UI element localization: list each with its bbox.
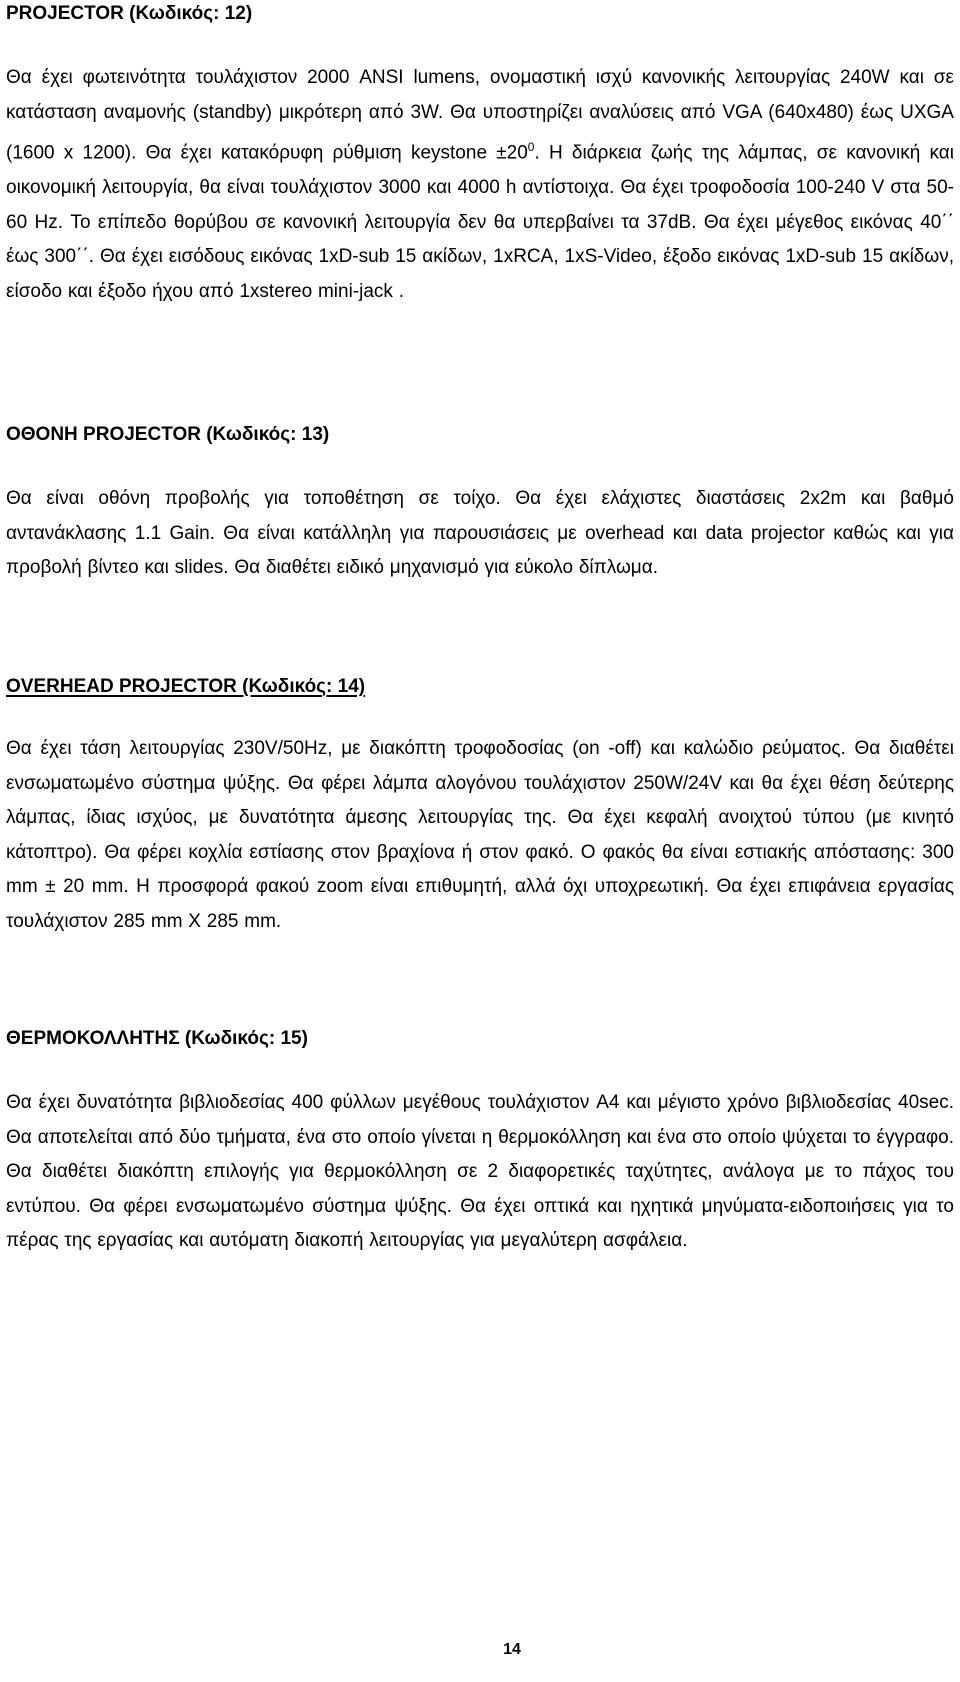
projector-body-part-2: . Η διάρκεια ζωής της λάμπας, σε κανονική και οικονομική λειτουργία, θα είναι τουλάχιστον 3000 και 4000 h αντίστοιχα. Θα έχει τροφοδοσία 100-240 V στα 50-60 Hz. Το επίπεδο θορύβου σε κανονική λειτουργία δεν θα υπερβαίνει τα 37dB. Θα έχει μέγεθος εικόνας 40΄΄ έως 300΄΄. Θα έχει εισόδους εικόνας 1xD-sub 15 ακίδων, 1xRCA, 1xS-Video, έξοδο εικόνας 1xD-sub 15 ακίδων, είσοδο και έξοδο ήχου από 1xstereo mini-jack .	[6, 142, 954, 302]
section-body-projector	[6, 61, 954, 309]
section-body-screen-projector: Θα είναι οθόνη προβολής για τοποθέτηση σε τοίχο. Θα έχει ελάχιστες διαστάσεις 2x2m και βαθμό αντανάκλασης 1.1 Gain. Θα είναι κατάλληλη για παρουσιάσεις με overhead και data projector καθώς και για προβολή βίντεο και slides. Θα διαθέτει ειδικό μηχανισμό για εύκολο δίπλωμα.	[6, 488, 954, 579]
section-heading-screen-projector: ΟΘΟΝΗ PROJECTOR (Κωδικός: 13)	[6, 424, 330, 445]
degree-superscript: 0	[527, 140, 535, 155]
section-overhead-projector	[6, 675, 954, 940]
projector-body-part-1: Θα έχει φωτεινότητα τουλάχιστον 2000 ANSI lumens, ονομαστική ισχύ κανονικής λειτουργίας 240W και σε κατάσταση αναμονής (standby) μικρότερη από 3W. Θα υποστηρίζει αναλύσεις από VGA (640x480) έως UXGA (1600 x 1200). Θα έχει κατακόρυφη ρύθμιση keystone ±20	[6, 67, 954, 164]
section-heading-projector: PROJECTOR (Κωδικός: 12)	[6, 3, 253, 24]
section-body-thermal-binder: Θα έχει δυνατότητα βιβλιοδεσίας 400 φύλλων μεγέθους τουλάχιστον A4 και μέγιστο χρόνο βιβλιοδεσίας 40sec. Θα αποτελείται από δύο τμήματα, ένα στο οποίο γίνεται η θερμοκόλληση και ένα στο οποίο ψύχεται το έγγραφο. Θα διαθέτει διακόπτη επιλογής για θερμοκόλληση σε 2 διαφορετικές ταχύτητες, ανάλογα με το πάχος του εντύπου. Θα φέρει ενσωματωμένο σύστημα ψύξης. Θα έχει οπτικά και ηχητικά μηνύματα-ειδοποιήσεις για το πέρας της εργασίας και αυτόματη διακοπή λειτουργίας για μεγαλύτερη ασφάλεια.	[6, 1092, 954, 1252]
page-number: 14	[503, 1641, 521, 1658]
section-heading-overhead-projector: OVERHEAD PROJECTOR (Κωδικός: 14)	[6, 676, 366, 697]
section-heading-thermal-binder: ΘΕΡΜΟΚΟΛΛΗΤΗΣ (Κωδικός: 15)	[6, 1028, 308, 1049]
section-projector	[6, 2, 954, 309]
section-body-overhead-projector: Θα έχει τάση λειτουργίας 230V/50Hz, με διακόπτη τροφοδοσίας (on -off) και καλώδιο ρεύματος. Θα διαθέτει ενσωματωμένο σύστημα ψύξης. Θα φέρει λάμπα αλογόνου τουλάχιστον 250W/24V και θα έχει θέση δεύτερης λάμπας, ίδιας ισχύος, με δυνατότητα άμεσης λειτουργίας της. Θα έχει κεφαλή ανοιχτού τύπου (με κινητό κάτοπτρο). Θα φέρει κοχλία εστίασης στον βραχίονα ή στον φακό. Ο φακός θα είναι εστιακής απόστασης: 300 mm ± 20 mm. Η προσφορά φακού zoom είναι επιθυμητή, αλλά όχι υποχρεωτική. Θα έχει επιφάνεια εργασίας τουλάχιστον 285 mm X 285 mm.	[6, 738, 954, 932]
section-thermal-binder	[6, 1027, 954, 1259]
section-screen-projector	[6, 423, 954, 586]
